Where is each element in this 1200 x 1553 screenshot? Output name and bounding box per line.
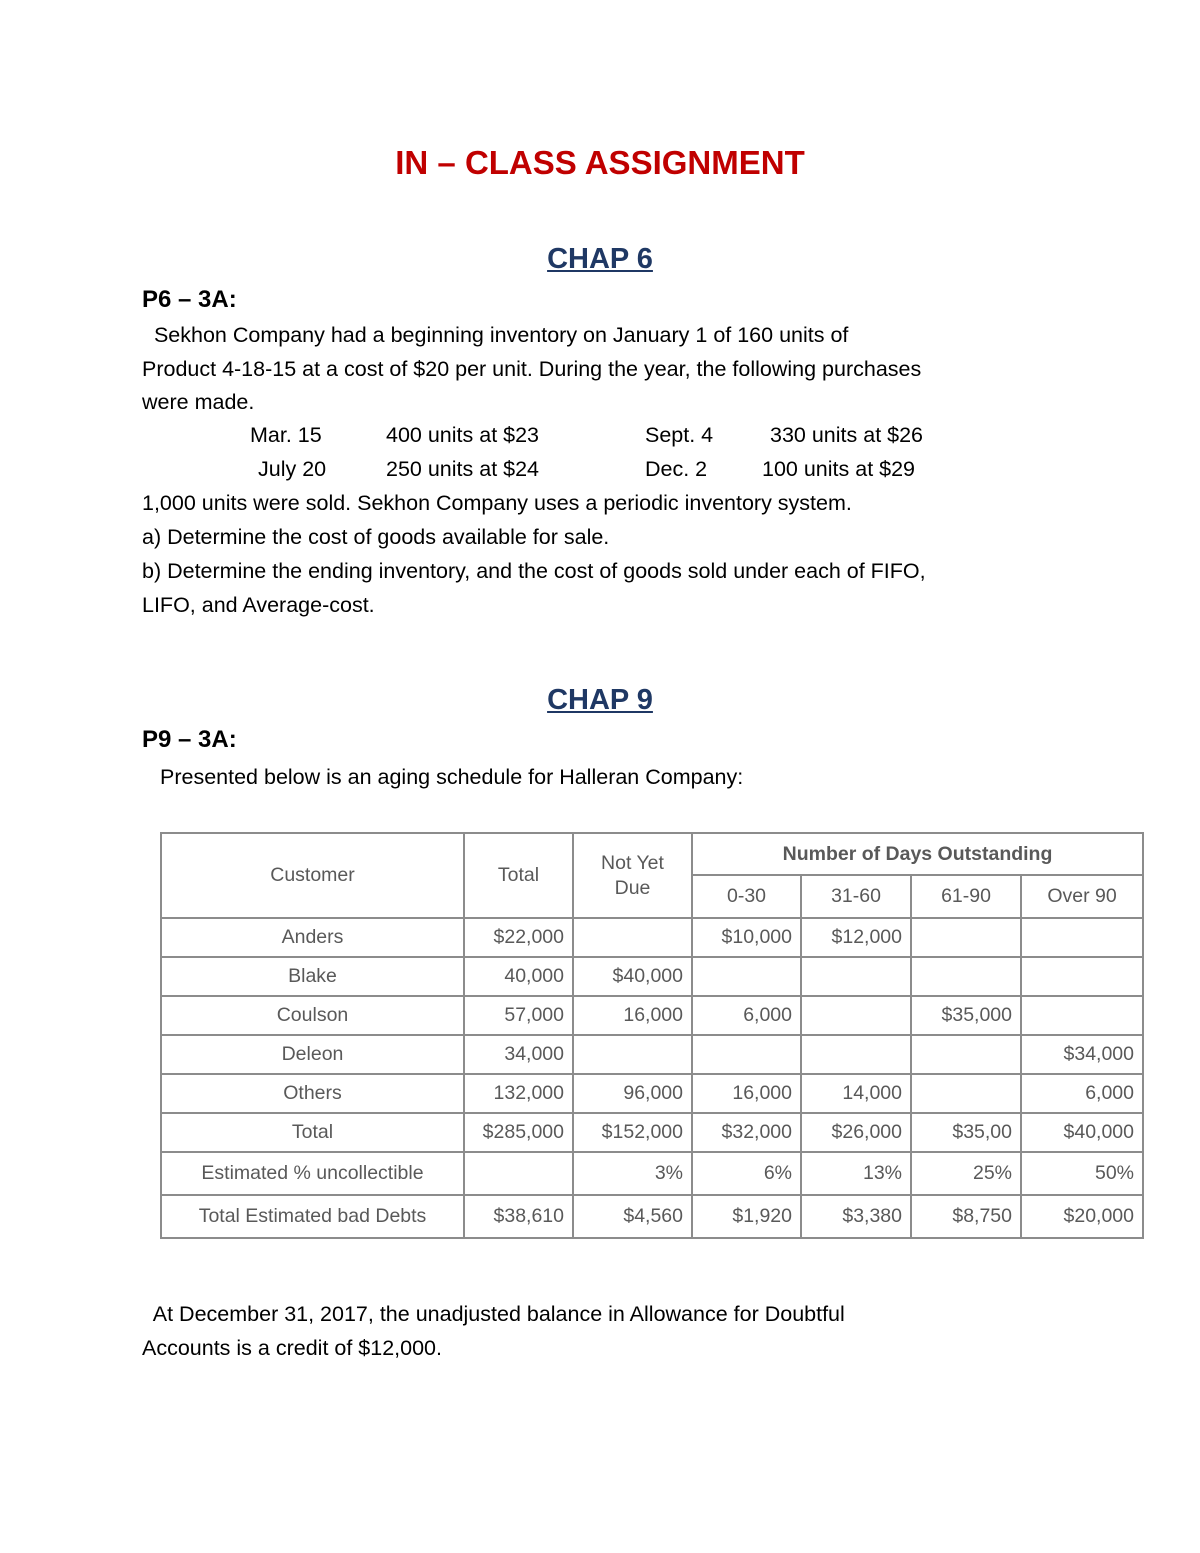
total-cell: $38,610 [464,1195,573,1238]
days-61-90-cell [911,918,1021,957]
days-over-90-cell: 6,000 [1021,1074,1143,1113]
header-days-outstanding: Number of Days Outstanding [692,833,1143,875]
purchase-detail: 100 units at $29 [762,457,916,481]
part-a: a) Determine the cost of goods available for sale. [142,525,610,549]
not-yet-due-cell: 96,000 [573,1074,692,1113]
days-over-90-cell: 50% [1021,1152,1143,1195]
purchase-detail: 400 units at $23 [386,423,540,447]
total-cell [464,1152,573,1195]
purchase-date: July 20 [258,457,327,481]
days-31-60-cell: 14,000 [801,1074,911,1113]
customer-cell: Others [161,1074,464,1113]
days-61-90-cell [911,957,1021,996]
customer-cell: Total Estimated bad Debts [161,1195,464,1238]
header-61-90: 61-90 [911,875,1021,918]
customer-cell: Total [161,1113,464,1152]
days-over-90-cell: $20,000 [1021,1195,1143,1238]
days-0-30-cell [692,1035,801,1074]
table-row-bad-debts [161,1195,1143,1238]
part-b-line1: b) Determine the ending inventory, and the cost of goods sold under each of FIFO, [142,559,926,583]
chap9-intro: Presented below is an aging schedule for Halleran Company: [160,765,744,789]
customer-cell: Coulson [161,996,464,1035]
days-61-90-cell: 25% [911,1152,1021,1195]
table-row [161,996,1143,1035]
days-61-90-cell: $8,750 [911,1195,1021,1238]
days-over-90-cell [1021,957,1143,996]
days-31-60-cell: 13% [801,1152,911,1195]
not-yet-due-cell: 3% [573,1152,692,1195]
days-0-30-cell: 6,000 [692,996,801,1035]
days-61-90-cell [911,1074,1021,1113]
total-cell: $22,000 [464,918,573,957]
table-row [161,957,1143,996]
header-not-yet-due-line1: Not Yet [601,851,664,874]
total-cell: $285,000 [464,1113,573,1152]
table-row-total [161,1113,1143,1152]
header-not-yet-due [573,833,692,918]
days-31-60-cell: $3,380 [801,1195,911,1238]
table-row-percent [161,1152,1143,1195]
problem-p6-3a: P6 – 3A: [142,286,237,313]
chap6-intro-line3: were made. [142,390,255,414]
header-not-yet-due-line2: Due [614,876,651,899]
purchase-date: Dec. 2 [645,457,708,481]
header-over-90: Over 90 [1021,875,1143,918]
total-cell: 34,000 [464,1035,573,1074]
not-yet-due-cell: $40,000 [573,957,692,996]
days-0-30-cell [692,957,801,996]
days-0-30-cell: $1,920 [692,1195,801,1238]
units-sold-line: 1,000 units were sold. Sekhon Company uses a periodic inventory system. [142,491,852,515]
days-over-90-cell: $34,000 [1021,1035,1143,1074]
days-61-90-cell [911,1035,1021,1074]
total-cell: 57,000 [464,996,573,1035]
table-row [161,1074,1143,1113]
purchase-date: Sept. 4 [645,423,714,447]
customer-cell: Blake [161,957,464,996]
chap9-heading: CHAP 9 [547,684,653,716]
total-cell: 40,000 [464,957,573,996]
part-b-line2: LIFO, and Average-cost. [142,593,375,617]
days-0-30-cell: 6% [692,1152,801,1195]
total-cell: 132,000 [464,1074,573,1113]
days-31-60-cell: $12,000 [801,918,911,957]
days-31-60-cell: $26,000 [801,1113,911,1152]
header-customer: Customer [161,833,464,918]
closing-line2: Accounts is a credit of $12,000. [142,1336,442,1360]
days-61-90-cell: $35,000 [911,996,1021,1035]
aging-schedule-table [160,832,1144,1239]
days-over-90-cell [1021,996,1143,1035]
chap6-intro-line2: Product 4-18-15 at a cost of $20 per unit. During the year, the following purchases [142,357,922,381]
days-0-30-cell: $10,000 [692,918,801,957]
not-yet-due-cell: $152,000 [573,1113,692,1152]
customer-cell: Estimated % uncollectible [161,1152,464,1195]
customer-cell: Anders [161,918,464,957]
purchase-detail: 330 units at $26 [770,423,924,447]
closing-line1: At December 31, 2017, the unadjusted balance in Allowance for Doubtful [142,1302,845,1326]
not-yet-due-cell: 16,000 [573,996,692,1035]
purchase-detail: 250 units at $24 [386,457,540,481]
table-row [161,918,1143,957]
days-61-90-cell: $35,00 [911,1113,1021,1152]
table-row [161,1035,1143,1074]
header-31-60: 31-60 [801,875,911,918]
customer-cell: Deleon [161,1035,464,1074]
header-total: Total [464,833,573,918]
days-31-60-cell [801,957,911,996]
days-31-60-cell [801,996,911,1035]
not-yet-due-cell [573,918,692,957]
not-yet-due-cell [573,1035,692,1074]
page-title: IN – CLASS ASSIGNMENT [395,144,805,181]
purchase-date: Mar. 15 [250,423,322,447]
problem-p9-3a: P9 – 3A: [142,726,237,753]
days-31-60-cell [801,1035,911,1074]
header-0-30: 0-30 [692,875,801,918]
days-over-90-cell [1021,918,1143,957]
days-over-90-cell: $40,000 [1021,1113,1143,1152]
table-header-row [161,833,1143,875]
days-0-30-cell: 16,000 [692,1074,801,1113]
chap6-heading: CHAP 6 [547,243,653,275]
not-yet-due-cell: $4,560 [573,1195,692,1238]
days-0-30-cell: $32,000 [692,1113,801,1152]
chap6-intro-line1: Sekhon Company had a beginning inventory on January 1 of 160 units of [142,323,849,347]
